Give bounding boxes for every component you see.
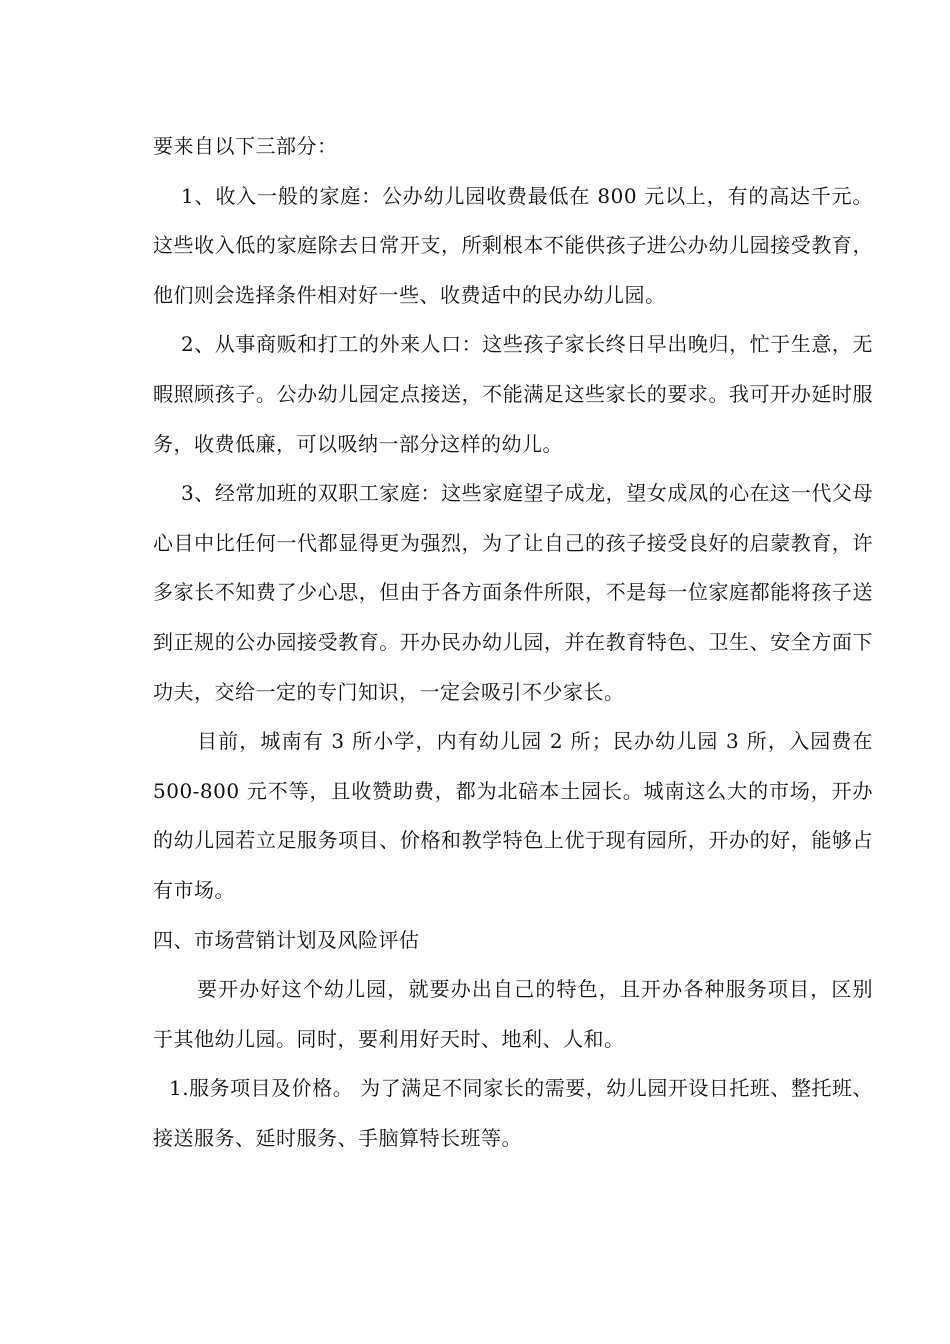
paragraph-current-market: 目前，城南有 3 所小学，内有幼儿园 2 所；民办幼儿园 3 所，入园费在 500-800 元不等，且收赞助费，都为北碚本土园长。城南这么大的市场，开办的幼儿园若立足服务项目、价格和教学特色上优于现有园所，开办的好，能够占有市场。 (153, 729, 873, 902)
paragraph-migrant-workers: 2、从事商贩和打工的外来人口：这些孩子家长终日早出晚归，忙于生意，无暇照顾孩子。公办幼儿园定点接送，不能满足这些家长的要求。我可开办延时服务，收费低廉，可以吸纳一部分这样的幼儿。 (153, 332, 873, 456)
paragraph-dual-income-families: 3、经常加班的双职工家庭：这些家庭望子成龙，望女成凤的心在这一代父母心目中比任何一代都显得更为强烈，为了让自己的孩子接受良好的启蒙教育，许多家长不知费了少心思，但由于各方面条件所限，不是每一位家庭都能将孩子送到正规的公办园接受教育。开办民办幼儿园，并在教育特色、卫生、安全方面下功夫，交给一定的专门知识，一定会吸引不少家长。 (153, 481, 873, 704)
paragraph-low-income-families: 1、收入一般的家庭：公办幼儿园收费最低在 800 元以上，有的高达千元。这些收入低的家庭除去日常开支，所剩根本不能供孩子进公办幼儿园接受教育，他们则会选择条件相对好一些、收费适中的民办幼儿园。 (153, 183, 873, 307)
paragraph-marketing-intro: 要开办好这个幼儿园，就要办出自己的特色，且开办各种服务项目，区别于其他幼儿园。同时，要利用好天时、地利、人和。 (153, 977, 873, 1051)
document-body (153, 122, 873, 1163)
intro-line: 要来自以下三部分： (153, 134, 338, 158)
paragraph-services-and-prices: 1.服务项目及价格。 为了满足不同家长的需要，幼儿园开设日托班、整托班、接送服务、延时服务、手脑算特长班等。 (153, 1076, 873, 1150)
section-heading-marketing-plan: 四、市场营销计划及风险评估 (153, 927, 420, 952)
